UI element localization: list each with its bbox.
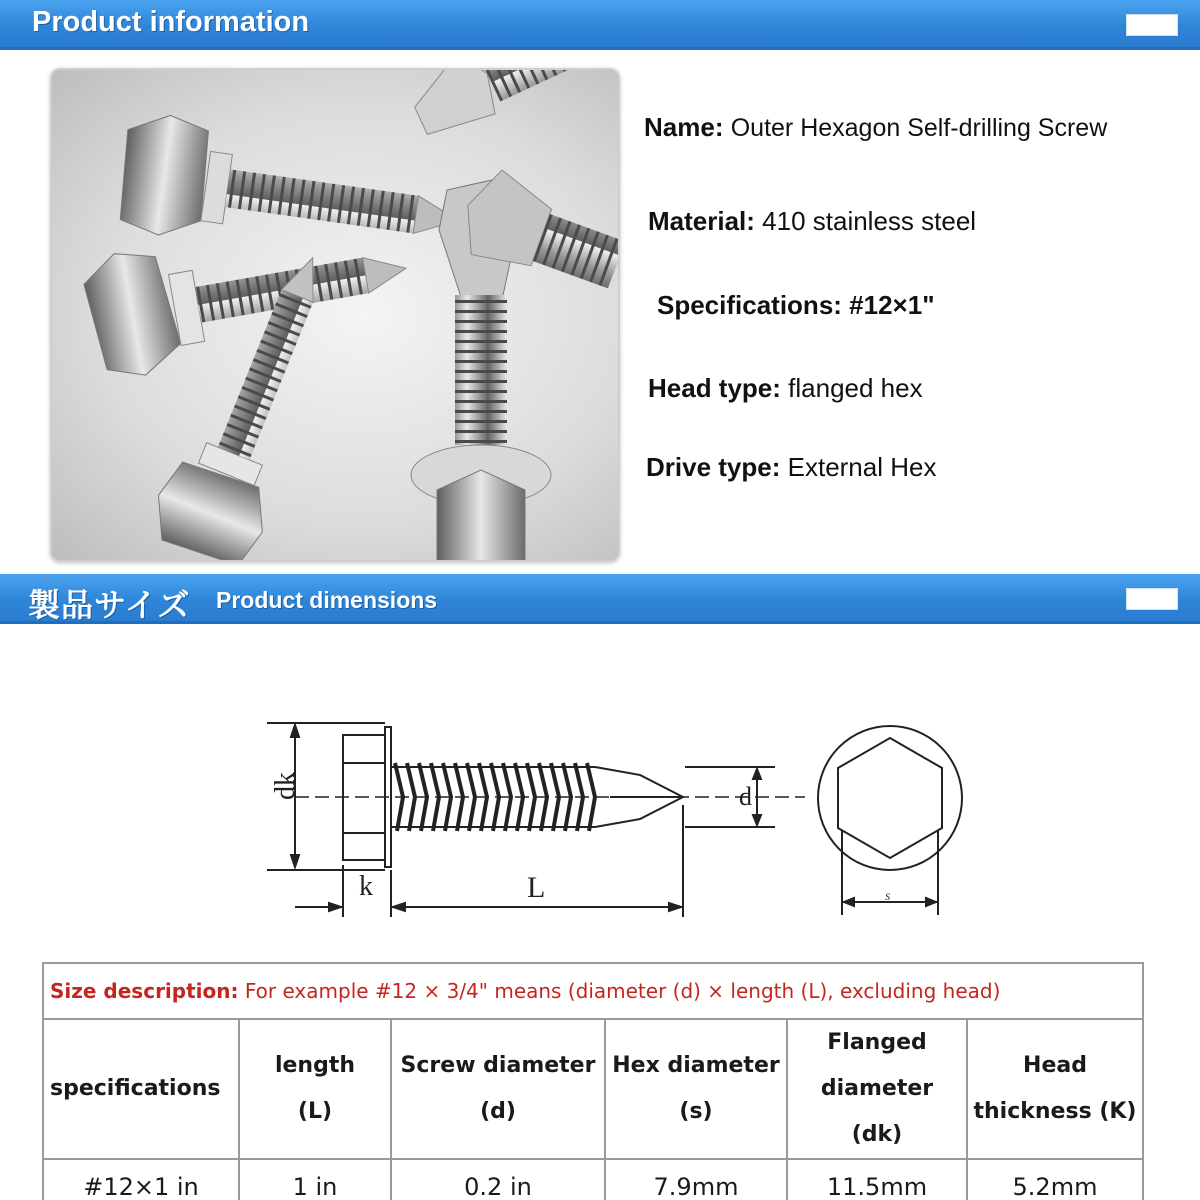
hex-end-view — [805, 720, 975, 920]
table-row — [43, 1159, 1143, 1200]
product-photo — [50, 68, 620, 562]
header-line-2: thickness (K) — [973, 1099, 1137, 1124]
header-line-1: specifications — [50, 1076, 221, 1101]
info-head-label: Head type: — [648, 373, 781, 403]
info-drive-label: Drive type: — [646, 452, 781, 482]
screw-1 — [114, 110, 467, 276]
screw-5 — [402, 70, 620, 143]
label-d: d — [739, 782, 752, 811]
label-L: L — [527, 871, 546, 904]
screw-dimension-diagram — [255, 705, 815, 935]
info-specifications — [657, 290, 1200, 321]
size-description-cell — [43, 963, 1143, 1019]
size-description-text: For example #12 × 3/4" means (diameter (d) × length (L), excluding head) — [244, 979, 1001, 1003]
cell-length: 1 in — [239, 1159, 391, 1200]
info-spec-label: Specifications: — [657, 290, 842, 320]
header-line-2: diameter (dk) — [820, 1076, 934, 1147]
section-title-en: Product dimensions — [216, 587, 438, 613]
header-line-1: Screw diameter — [400, 1053, 596, 1078]
header-specifications — [43, 1019, 239, 1159]
header-head-thickness — [967, 1019, 1143, 1159]
cell-flanged-diameter: 11.5mm — [787, 1159, 967, 1200]
info-drive-type — [646, 452, 1200, 483]
info-drive-value: External Hex — [787, 452, 937, 482]
header-line-1: Hex diameter — [612, 1053, 780, 1078]
cell-screw-diameter: 0.2 in — [391, 1159, 605, 1200]
header-line-1: Flanged — [827, 1030, 927, 1055]
header-line-1: length — [274, 1053, 356, 1078]
section-header-product-dimensions — [0, 574, 1200, 624]
screw-2 — [80, 204, 417, 383]
section-title-jp: 製品サイズ — [28, 586, 191, 624]
size-table — [42, 962, 1144, 1200]
cell-hex-diameter: 7.9mm — [605, 1159, 787, 1200]
label-k: k — [359, 871, 373, 902]
header-tag-decoration — [1126, 588, 1178, 610]
size-description-label: Size description: — [50, 979, 239, 1003]
info-head-type — [648, 373, 1200, 404]
header-length — [239, 1019, 391, 1159]
header-tag-decoration — [1126, 14, 1178, 36]
info-name — [644, 112, 1200, 143]
info-name-value: Outer Hexagon Self-drilling Screw — [730, 114, 1108, 142]
header-line-2: (d) — [480, 1099, 516, 1124]
section-title: Product information — [32, 6, 310, 38]
label-dk: dk — [270, 772, 301, 800]
info-material-value: 410 stainless steel — [762, 206, 977, 236]
header-screw-diameter — [391, 1019, 605, 1159]
info-head-value: flanged hex — [788, 373, 923, 403]
info-name-label: Name: — [644, 112, 724, 142]
header-line-2: (L) — [297, 1099, 333, 1124]
info-material — [648, 206, 1200, 237]
section-header-product-information — [0, 0, 1200, 50]
screws-illustration — [52, 70, 620, 562]
cell-specification: #12×1 in — [43, 1159, 239, 1200]
header-hex-diameter — [605, 1019, 787, 1159]
label-s: s — [885, 889, 891, 904]
table-header-row — [43, 1019, 1143, 1159]
info-material-label: Material: — [648, 206, 755, 236]
info-spec-value: #12×1" — [849, 290, 935, 320]
header-line-1: Head — [1023, 1053, 1087, 1078]
cell-head-thickness: 5.2mm — [967, 1159, 1143, 1200]
header-line-2: (s) — [679, 1099, 713, 1124]
header-flanged-diameter — [787, 1019, 967, 1159]
size-description-row — [43, 963, 1143, 1019]
